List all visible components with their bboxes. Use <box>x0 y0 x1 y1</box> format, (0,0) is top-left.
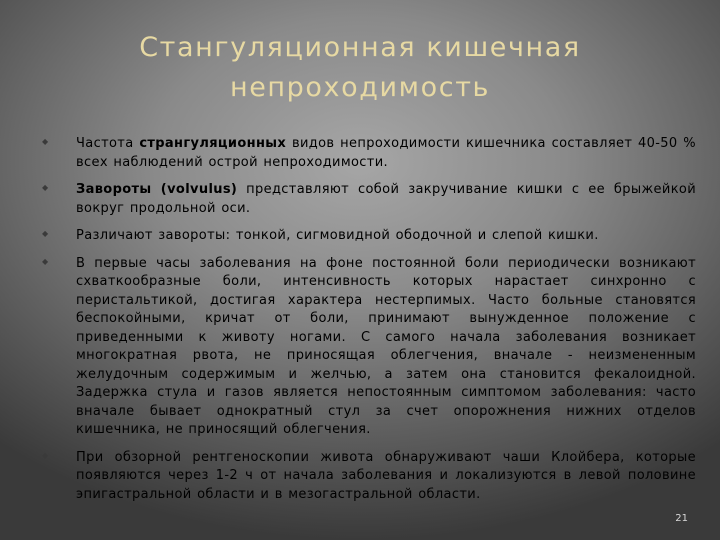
diamond-bullet-icon: ◆ <box>42 183 49 192</box>
bullet-bold-text: странгуляционных <box>139 136 287 151</box>
title-line-2: непроходимость <box>229 72 491 103</box>
slide-title <box>30 28 690 108</box>
bullet-text: Различают завороты: тонкой, сигмовидной ободочной и слепой кишки. <box>76 228 599 243</box>
bullet-bold-text: Завороты (volvulus) <box>76 182 238 197</box>
diamond-bullet-icon: ◆ <box>42 450 49 460</box>
page-number: 21 <box>675 513 688 524</box>
diamond-bullet-icon: ◆ <box>42 137 49 146</box>
bullet-item <box>42 449 696 505</box>
bullet-item <box>42 255 696 440</box>
bullet-item <box>42 227 696 246</box>
bullet-item <box>42 135 696 172</box>
diamond-bullet-icon: ◆ <box>42 229 49 238</box>
bullet-text: представляют собой закручивание кишки с ее брыжейкой вокруг продольной оси. <box>76 182 696 216</box>
bullet-text: видов непроходимости кишечника составляет 40-50 % всех наблюдений острой непроходимости. <box>76 136 697 170</box>
bullet-text: В первые часы заболевания на фоне постоянной боли периодически возникают схваткообразные боли, интенсивность которых нарастает синхронно с перистальтикой, достигая характера нестерпимых. Часто больные становятся беспокойными, кричат от боли, принимают вынужденное положение с приведенными к животу ногами. С самого начала заболевания возникает многократная рвота, не приносящая облегчения, вначале - неизмененным желудочным содержимым и желчью, а затем она становится фекалоидной. Задержка стула и газов является непостоянным симптомом заболевания: часто вначале бывает однократный стул за счет опорожнения нижних отделов кишечника, не приносящий облегчения. <box>76 255 696 437</box>
title-line-1: Стангуляционная кишечная <box>139 32 581 63</box>
bullet-item <box>42 181 696 218</box>
bullet-prefix: Частота <box>76 136 134 151</box>
bullet-text: При обзорной рентгеноскопии живота обнаруживают чаши Клойбера, которые появляются через 1-2 ч от начала заболевания и локализуются в левой половине эпигастральной области и в мезогастральной области. <box>76 449 696 502</box>
diamond-bullet-icon: ◆ <box>42 256 49 266</box>
bullet-list <box>42 135 696 513</box>
